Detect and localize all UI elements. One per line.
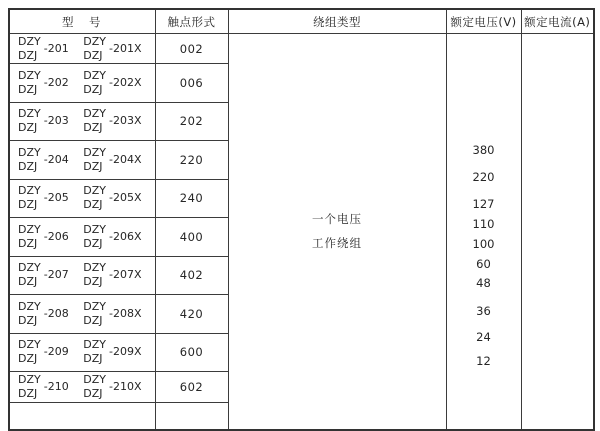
model-variant-x	[83, 146, 141, 174]
voltage-value: 380	[472, 142, 495, 157]
model-cell	[9, 179, 155, 218]
model-prefix-dzj: DZJ	[18, 48, 38, 62]
voltage-value: 110	[472, 216, 495, 231]
model-variant-x	[83, 261, 141, 289]
model-suffix: -210	[43, 380, 69, 393]
model-prefix-dzj: DZJ	[83, 48, 103, 62]
voltage-value: 12	[476, 353, 491, 368]
model-cell	[9, 141, 155, 180]
model-suffix: -208	[43, 306, 69, 320]
voltage-value: 48	[476, 275, 491, 290]
model-prefix-dzy: DZY	[83, 145, 106, 159]
model-prefix-dzj: DZJ	[18, 387, 38, 400]
model-cell	[9, 256, 155, 295]
model-cell	[9, 295, 155, 334]
model-prefix-dzj: DZJ	[18, 352, 38, 366]
voltage-value: 36	[476, 303, 491, 318]
model-variant-base	[18, 69, 69, 97]
model-variant-x	[83, 35, 141, 63]
winding-type-line: 工作绕组	[312, 236, 362, 250]
col-header-model: 型 号	[9, 9, 155, 34]
contact-form-cell: 420	[155, 295, 228, 334]
model-prefix-dzy: DZY	[18, 222, 41, 236]
model-suffix-x: -209X	[108, 345, 142, 359]
contact-form-cell: 400	[155, 218, 228, 257]
model-prefix-dzj: DZJ	[83, 236, 103, 250]
model-variant-base	[18, 300, 69, 328]
model-variant-x	[83, 338, 141, 366]
model-suffix-x: -203X	[108, 114, 142, 128]
col-header-winding-type: 绕组类型	[228, 9, 446, 34]
model-variant-base	[18, 146, 69, 174]
model-suffix: -209	[43, 345, 69, 359]
contact-form-cell	[155, 403, 228, 431]
model-suffix-x: -202X	[108, 75, 142, 89]
model-prefix-dzj: DZJ	[18, 82, 38, 96]
model-suffix-x: -206X	[108, 229, 142, 243]
model-suffix-x: -201X	[108, 41, 142, 55]
model-prefix-dzy: DZY	[83, 184, 106, 198]
model-prefix-dzj: DZJ	[18, 159, 38, 173]
voltage-value: 24	[476, 329, 491, 344]
model-cell	[9, 64, 155, 103]
model-prefix-dzj: DZJ	[83, 121, 103, 135]
header-row	[9, 9, 594, 34]
contact-form-cell: 402	[155, 256, 228, 295]
model-variant-x	[83, 300, 141, 328]
model-variant-x	[83, 373, 141, 401]
model-prefix-dzy: DZY	[83, 222, 106, 236]
contact-form-cell: 602	[155, 372, 228, 403]
model-suffix-x: -204X	[108, 152, 142, 166]
model-prefix-dzy: DZY	[83, 68, 106, 82]
contact-form-cell: 240	[155, 179, 228, 218]
model-prefix-dzj: DZJ	[18, 313, 38, 327]
model-variant-base	[18, 373, 69, 401]
model-prefix-dzy: DZY	[18, 299, 41, 313]
model-variant-base	[18, 223, 69, 251]
model-variant-x	[83, 223, 141, 251]
model-prefix-dzj: DZJ	[18, 275, 38, 289]
model-suffix: -205	[43, 191, 69, 205]
relay-spec-table	[8, 8, 595, 431]
model-prefix-dzy: DZY	[18, 107, 41, 121]
model-prefix-dzy: DZY	[18, 373, 41, 386]
winding-type-line: 一个电压	[312, 212, 362, 226]
voltage-value: 220	[472, 169, 495, 184]
model-prefix-dzj: DZJ	[83, 82, 103, 96]
model-cell	[9, 218, 155, 257]
col-header-rated-voltage: 额定电压(V)	[446, 9, 521, 34]
contact-form-cell: 002	[155, 34, 228, 64]
rated-current-cell	[521, 34, 594, 431]
model-prefix-dzj: DZJ	[18, 198, 38, 212]
contact-form-cell: 006	[155, 64, 228, 103]
model-variant-base	[18, 338, 69, 366]
model-prefix-dzj: DZJ	[83, 159, 103, 173]
table-row	[9, 34, 594, 64]
model-variant-base	[18, 107, 69, 135]
model-prefix-dzy: DZY	[83, 338, 106, 352]
model-variant-x	[83, 107, 141, 135]
model-prefix-dzy: DZY	[18, 145, 41, 159]
model-suffix: -207	[43, 268, 69, 282]
contact-form-cell: 600	[155, 333, 228, 372]
model-prefix-dzj: DZJ	[83, 313, 103, 327]
model-prefix-dzy: DZY	[18, 261, 41, 275]
model-prefix-dzy: DZY	[83, 107, 106, 121]
model-suffix-x: -210X	[108, 380, 142, 393]
model-prefix-dzy: DZY	[18, 338, 41, 352]
model-suffix-x: -205X	[108, 191, 142, 205]
model-prefix-dzj: DZJ	[83, 198, 103, 212]
model-cell	[9, 372, 155, 403]
model-variant-base	[18, 261, 69, 289]
model-prefix-dzy: DZY	[18, 34, 41, 48]
model-variant-base	[18, 184, 69, 212]
voltage-value: 100	[472, 236, 495, 251]
model-variant-x	[83, 69, 141, 97]
model-cell	[9, 102, 155, 141]
model-prefix-dzy: DZY	[18, 184, 41, 198]
model-prefix-dzj: DZJ	[18, 121, 38, 135]
col-header-contact-form: 触点形式	[155, 9, 228, 34]
rated-voltage-cell	[446, 34, 521, 431]
model-suffix-x: -207X	[108, 268, 142, 282]
model-cell	[9, 34, 155, 64]
model-suffix: -203	[43, 114, 69, 128]
model-suffix: -204	[43, 152, 69, 166]
model-prefix-dzj: DZJ	[18, 236, 38, 250]
model-prefix-dzy: DZY	[83, 34, 106, 48]
winding-type-cell	[228, 34, 446, 431]
model-prefix-dzj: DZJ	[83, 275, 103, 289]
model-prefix-dzj: DZJ	[83, 352, 103, 366]
model-prefix-dzy: DZY	[18, 68, 41, 82]
model-suffix: -201	[43, 41, 69, 55]
model-suffix: -202	[43, 75, 69, 89]
col-header-rated-current: 额定电流(A)	[521, 9, 594, 34]
model-prefix-dzy: DZY	[83, 299, 106, 313]
model-variant-base	[18, 35, 69, 63]
model-suffix: -206	[43, 229, 69, 243]
contact-form-cell: 202	[155, 102, 228, 141]
model-prefix-dzy: DZY	[83, 373, 106, 386]
model-cell	[9, 333, 155, 372]
model-variant-x	[83, 184, 141, 212]
model-suffix-x: -208X	[108, 306, 142, 320]
voltage-value: 60	[476, 256, 491, 271]
relay-spec-document	[8, 8, 595, 431]
voltage-value: 127	[472, 196, 495, 211]
model-prefix-dzj: DZJ	[83, 387, 103, 400]
model-prefix-dzy: DZY	[83, 261, 106, 275]
model-cell	[9, 403, 155, 431]
contact-form-cell: 220	[155, 141, 228, 180]
